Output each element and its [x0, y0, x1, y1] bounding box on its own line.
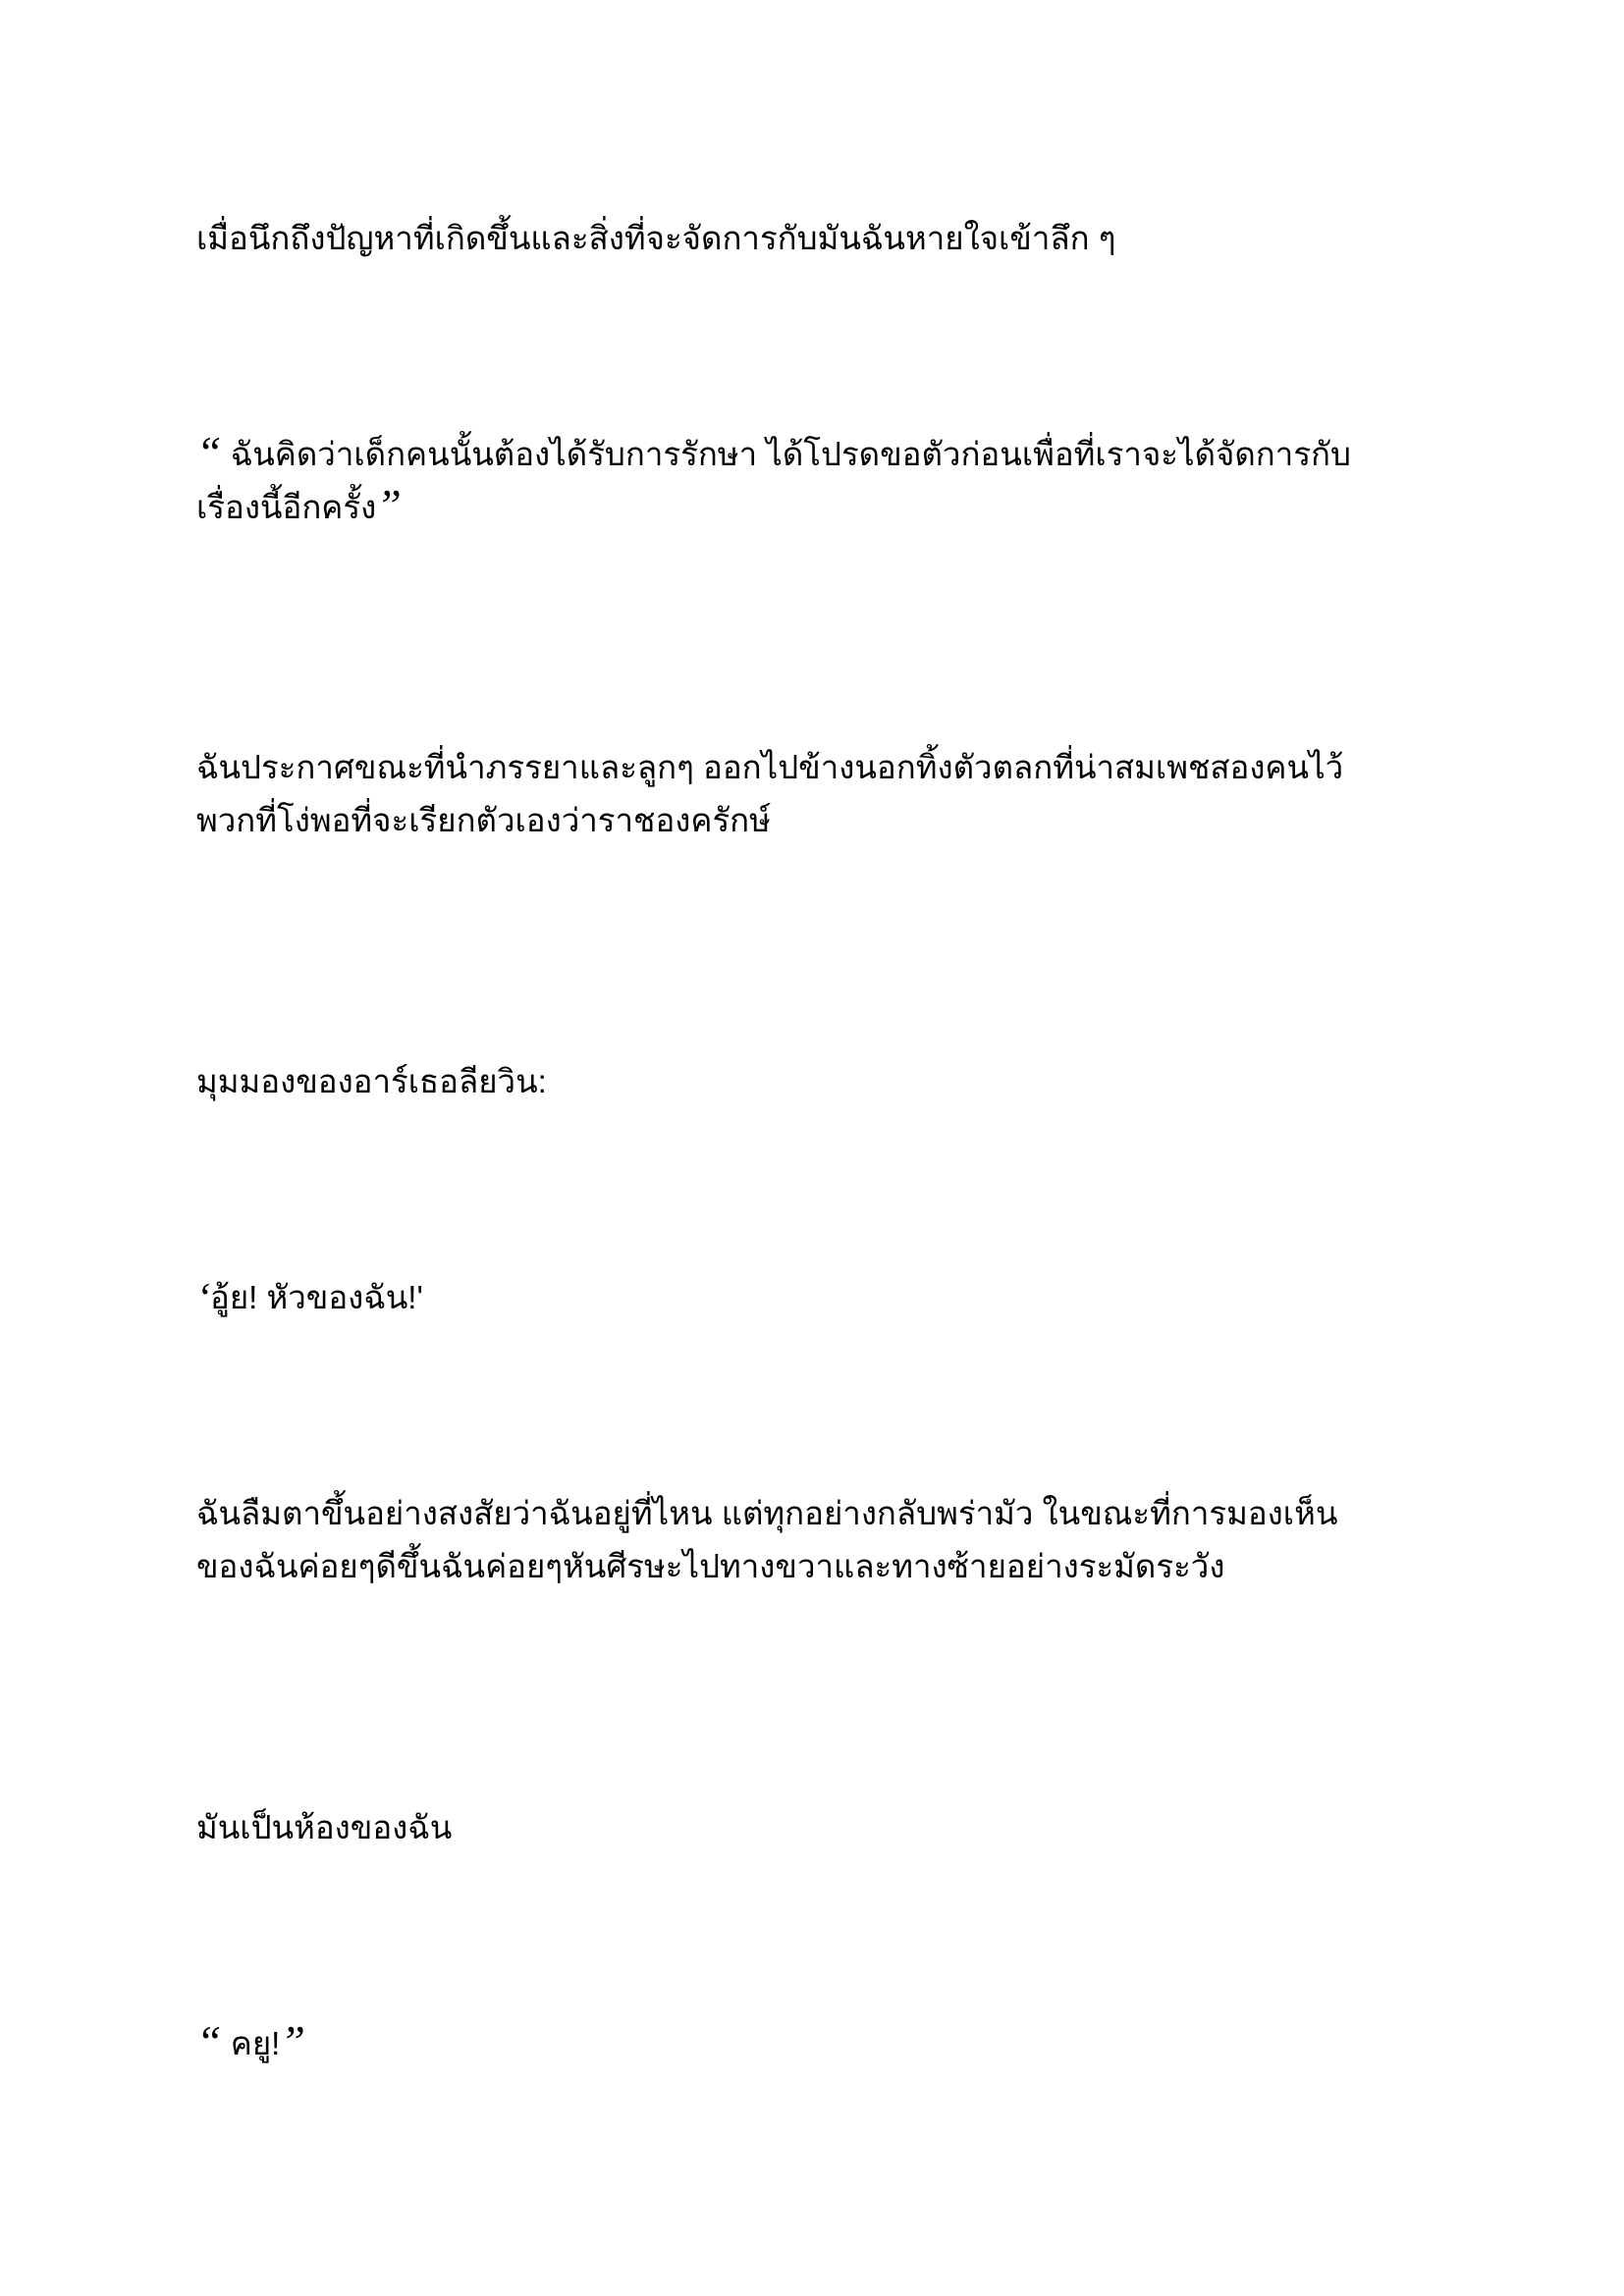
- paragraph-6: [196, 1487, 1473, 1593]
- paragraph-8-line-1: คยู!: [221, 2025, 281, 2061]
- paragraph-2-line-2: เรื่องนี้อีกครั้ง: [196, 489, 377, 525]
- close-quote-mark-2: ”: [280, 2016, 305, 2066]
- paragraph-7-line-1: มันเป็นห้องของฉัน: [196, 1809, 453, 1845]
- paragraph-4-line-1: มุมมองของอาร์เธอลียวิน:: [196, 1063, 547, 1099]
- paragraph-1: [196, 212, 1473, 265]
- paragraph-7: [196, 1801, 1473, 1854]
- paragraph-1-line-1: เมื่อนึกถึงปัญหาที่เกิดขึ้นและสิ่งที่จะจัดการกับมันฉันหายใจเข้าลึก ๆ: [196, 220, 1116, 256]
- open-quote-mark: “: [196, 427, 222, 477]
- paragraph-3-line-2: พวกที่โง่พอที่จะเรียกตัวเองว่าราชองครักษ์: [196, 802, 771, 838]
- paragraph-5-line-1: อู้ย! หัวของฉัน!: [210, 1279, 417, 1315]
- paragraph-3: [196, 741, 1473, 847]
- paragraph-2-line-1: ฉันคิดว่าเด็กคนนั้นต้องได้รับการรักษา ได้โปรดขอตัวก่อนเพื่อที่เราจะได้จัดการกับ: [221, 436, 1351, 472]
- close-single-quote-mark: ': [416, 1279, 423, 1315]
- open-single-quote-mark: ‘: [196, 1276, 210, 1321]
- paragraph-6-line-2: ของฉันค่อยๆดีขึ้นฉันค่อยๆหันศีรษะไปทางขวาและทางซ้ายอย่างระมัดระวัง: [196, 1548, 1225, 1584]
- paragraph-8-dialogue: [196, 2017, 1473, 2070]
- paragraph-5-thought: [196, 1271, 1473, 1324]
- open-quote-mark-2: “: [196, 2016, 222, 2066]
- paragraph-6-line-1: ฉันลืมตาขึ้นอย่างสงสัยว่าฉันอยู่ที่ไหน แต่ทุกอย่างกลับพร่ามัว ในขณะที่การมองเห็น: [196, 1495, 1338, 1531]
- paragraph-3-line-1: ฉันประกาศขณะที่นำภรรยาและลูกๆ ออกไปข้างนอกทิ้งตัวตลกที่น่าสมเพชสองคนไว้: [196, 749, 1344, 785]
- close-quote-mark: ”: [376, 480, 402, 530]
- paragraph-4-pov-heading: [196, 1055, 1473, 1108]
- paragraph-2-dialogue: [196, 428, 1473, 534]
